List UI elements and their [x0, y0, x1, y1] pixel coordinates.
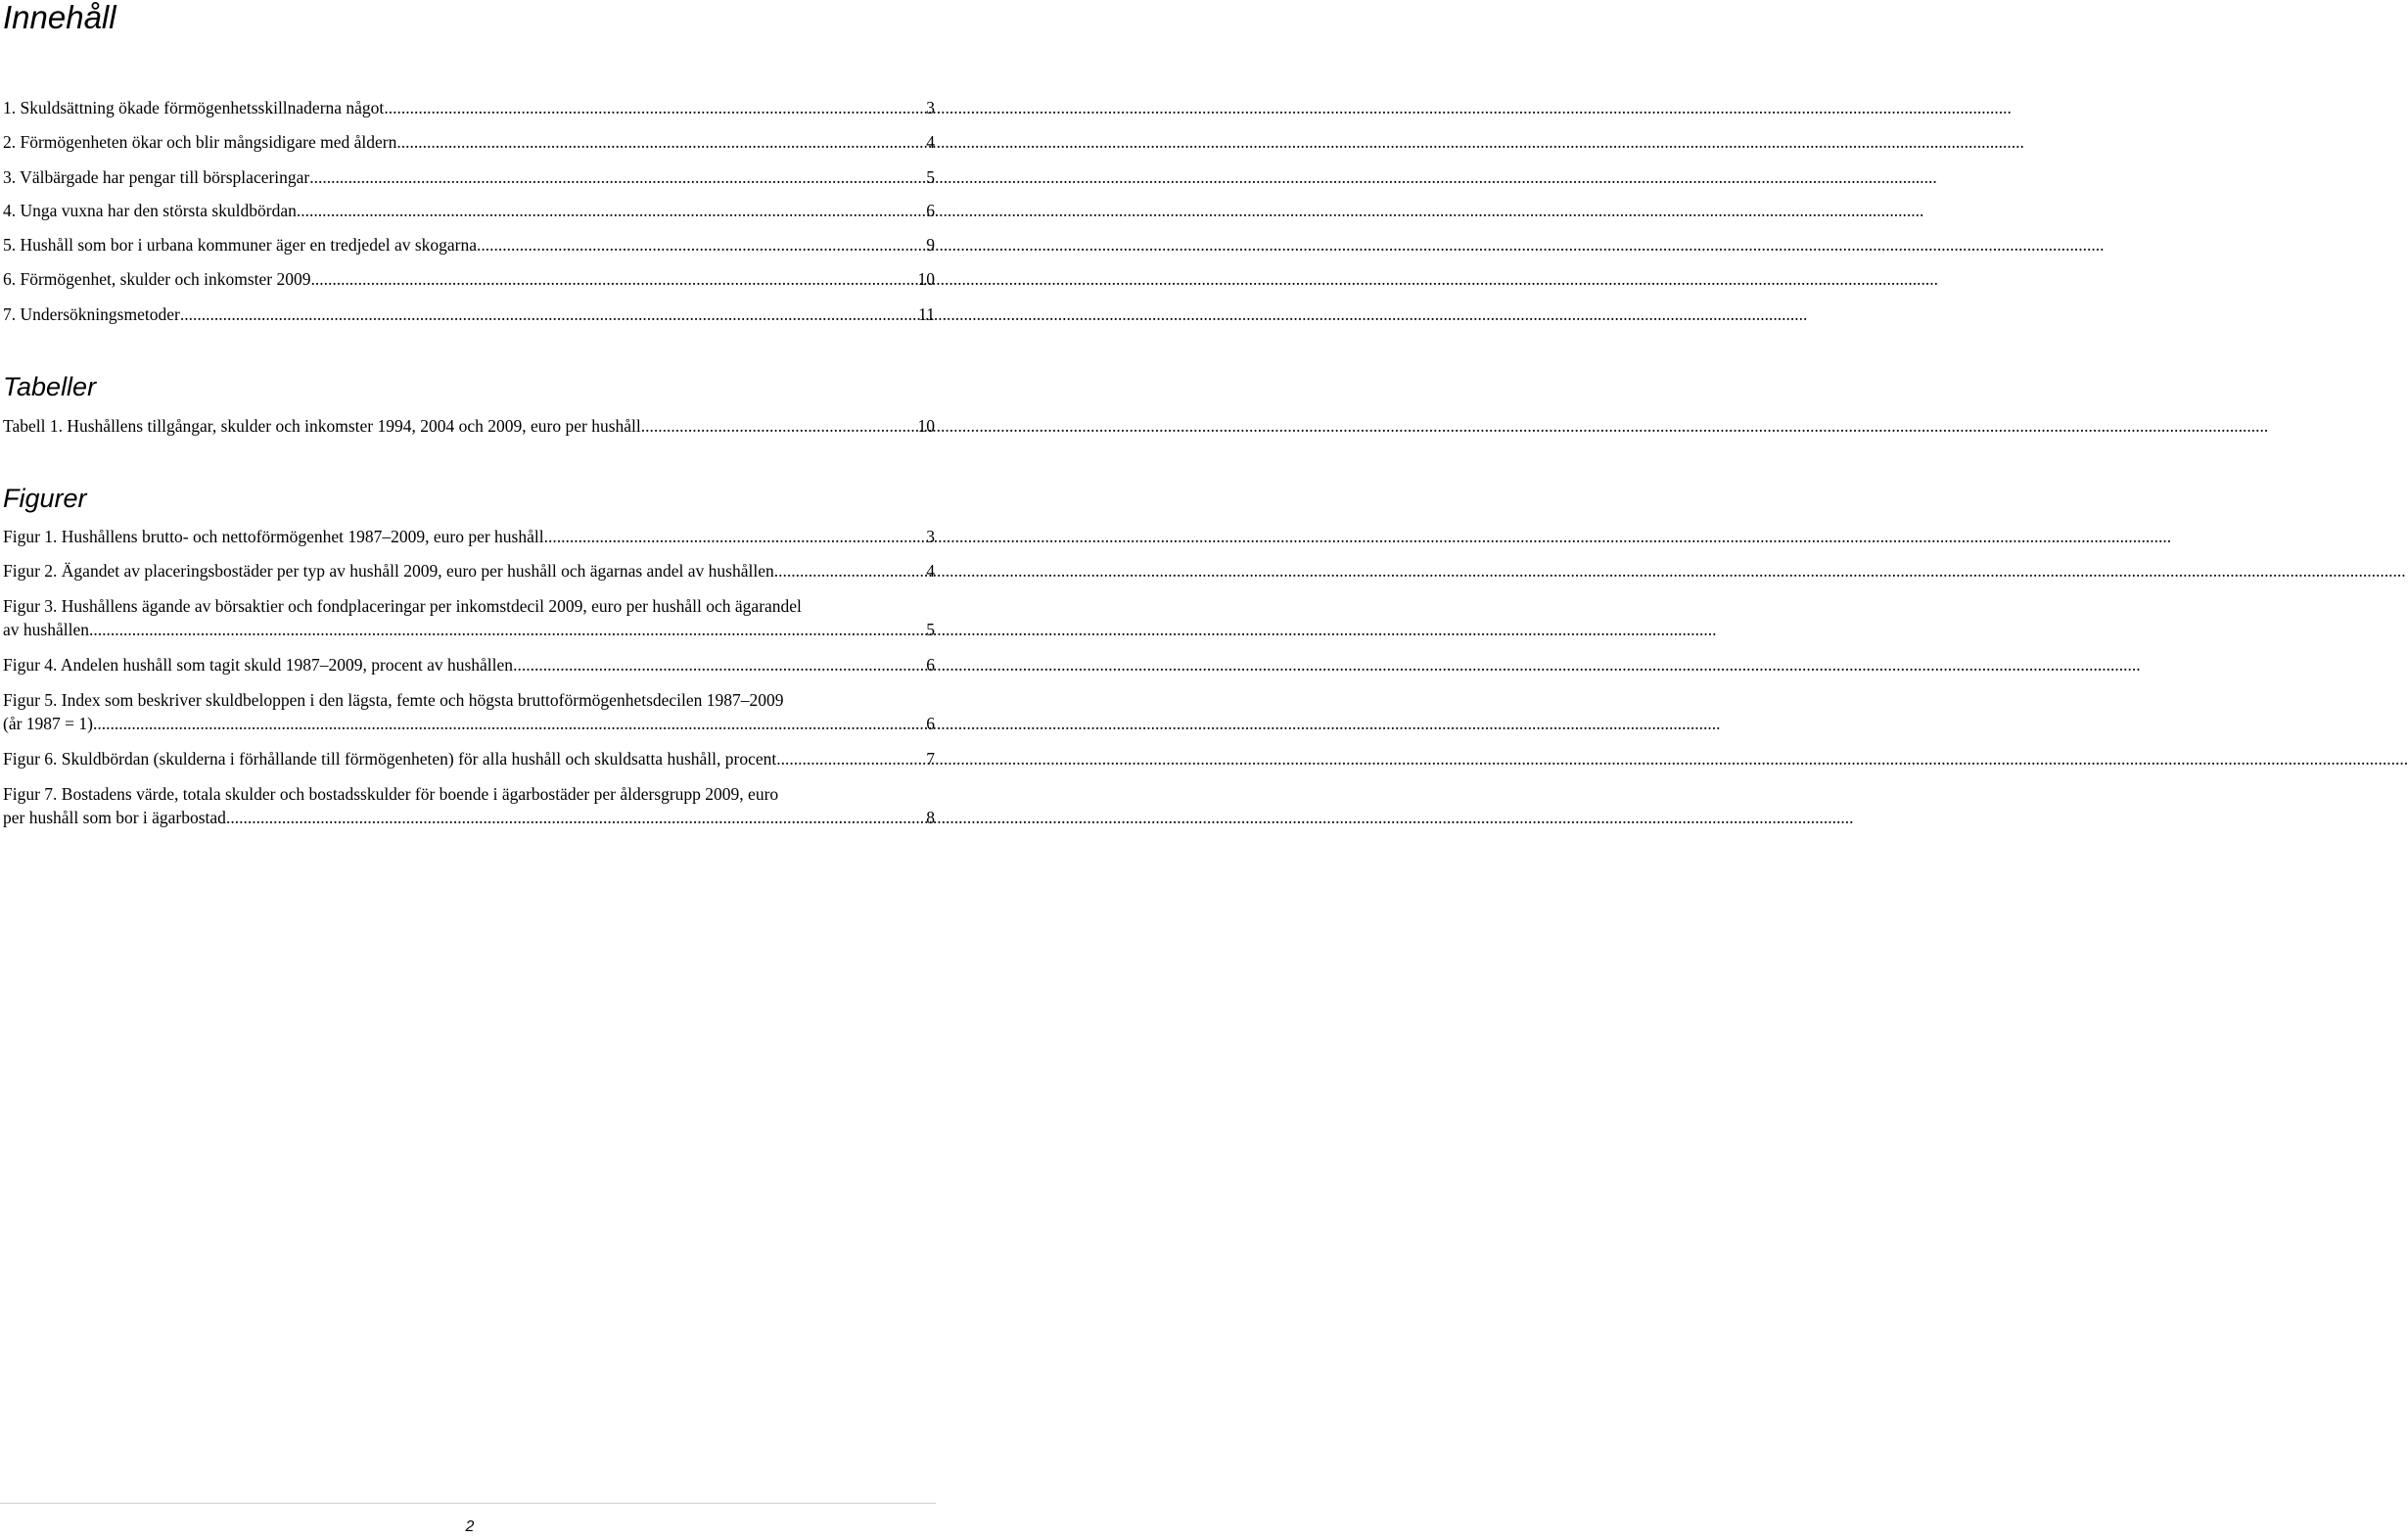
toc-entry[interactable] [3, 233, 935, 256]
leader-dots [477, 233, 926, 256]
leader-dots [93, 712, 926, 735]
footer-divider [0, 1503, 936, 1504]
toc-entry-page: 6 [926, 201, 935, 220]
figure-entry-page: 6 [926, 655, 935, 675]
figure-entry-text: Figur 1. Hushållens brutto- och nettoförmögenhet 1987–2009, euro per hushåll [3, 527, 544, 546]
toc-entry-text: 2. Förmögenheten ökar och blir mångsidigare med åldern [3, 132, 397, 152]
figures-heading: Figurer [3, 484, 87, 513]
figure-entry-text: per hushåll som bor i ägarbostad [3, 808, 226, 827]
figure-entry-text: Figur 6. Skuldbördan (skulderna i förhållande till förmögenheten) för alla hushåll och skuldsatta hushåll, procent. [3, 749, 781, 769]
toc-entry-page: 4 [926, 132, 935, 152]
leader-dots [781, 747, 927, 770]
figure-entry[interactable] [3, 594, 935, 641]
toc-entry-text: 3. Välbärgade har pengar till börsplaceringar [3, 167, 310, 187]
figure-entry-page: 4 [926, 561, 935, 581]
table-entry-text: Tabell 1. Hushållens tillgångar, skulder och inkomster 1994, 2004 och 2009, euro per hushåll [3, 416, 641, 436]
leader-dots [309, 165, 926, 189]
toc-entry[interactable] [3, 267, 935, 291]
figure-entry[interactable] [3, 559, 935, 583]
toc-entry[interactable] [3, 130, 935, 154]
toc-entry-page: 5 [926, 167, 935, 187]
figure-entry-text: Figur 2. Ägandet av placeringsbostäder per typ av hushåll 2009, euro per hushåll och ägarnas andel av hushållen. [3, 561, 779, 581]
toc-entry-text: 6. Förmögenhet, skulder och inkomster 2009 [3, 269, 311, 289]
figure-entry-page: 3 [926, 527, 935, 546]
figure-entry[interactable] [3, 747, 935, 770]
figure-entry-text: Figur 4. Andelen hushåll som tagit skuld 1987–2009, procent av hushållen [3, 655, 514, 675]
document-page [0, 0, 940, 1539]
toc-entry-text: 5. Hushåll som bor i urbana kommuner äger en tredjedel av skogarna [3, 235, 478, 255]
figure-entry-page: 6 [926, 714, 935, 733]
leader-dots [778, 559, 926, 583]
toc-title: Innehåll [3, 0, 116, 35]
toc-entry-text: 1. Skuldsättning ökade förmögenhetsskillnaderna något [3, 98, 385, 117]
figure-entry-text-line1: Figur 3. Hushållens ägande av börsaktier och fondplaceringar per inkomstdecil 2009, euro per hushåll och ägarandel [3, 596, 802, 616]
table-entry-page: 10 [917, 416, 935, 436]
toc-entry-page: 11 [918, 304, 935, 324]
leader-dots [226, 806, 926, 829]
leader-dots [384, 96, 926, 119]
toc-entry-text: 4. Unga vuxna har den största skuldbördan [3, 201, 297, 220]
figure-entry-page: 5 [926, 620, 935, 639]
page-number: 2 [465, 1518, 475, 1535]
figure-entry-text-line1: Figur 5. Index som beskriver skuldbeloppen i den lägsta, femte och högsta bruttoförmögenhetsdecilen 1987–2009 [3, 690, 784, 710]
figure-entry-text-line1: Figur 7. Bostadens värde, totala skulder och bostadsskulder för boende i ägarbostäder per åldersgrupp 2009, euro [3, 784, 779, 804]
tables-heading: Tabeller [3, 372, 97, 401]
figure-entry-text: av hushållen [3, 620, 89, 639]
figure-entry-text: (år 1987 = 1) [3, 714, 93, 733]
leader-dots [89, 618, 926, 641]
toc-entry[interactable] [3, 96, 935, 119]
figure-entry[interactable] [3, 653, 935, 676]
table-entry[interactable] [3, 414, 935, 438]
leader-dots [513, 653, 926, 676]
toc-entry[interactable] [3, 303, 935, 326]
figure-entry[interactable] [3, 525, 935, 548]
leader-dots [544, 525, 927, 548]
toc-entry[interactable] [3, 165, 935, 189]
figure-entry[interactable] [3, 688, 935, 735]
leader-dots [180, 303, 918, 326]
figure-entry[interactable] [3, 782, 935, 829]
toc-entry[interactable] [3, 199, 935, 222]
toc-entry-page: 10 [917, 269, 935, 289]
figure-entry-page: 8 [926, 808, 935, 827]
toc-entry-page: 9 [926, 235, 935, 255]
toc-entry-text: 7. Undersökningsmetoder [3, 304, 180, 324]
leader-dots [396, 130, 926, 154]
leader-dots [310, 267, 917, 291]
figure-entry-page: 7 [926, 749, 935, 769]
leader-dots [297, 199, 926, 222]
toc-entry-page: 3 [926, 98, 935, 117]
leader-dots [641, 414, 918, 438]
